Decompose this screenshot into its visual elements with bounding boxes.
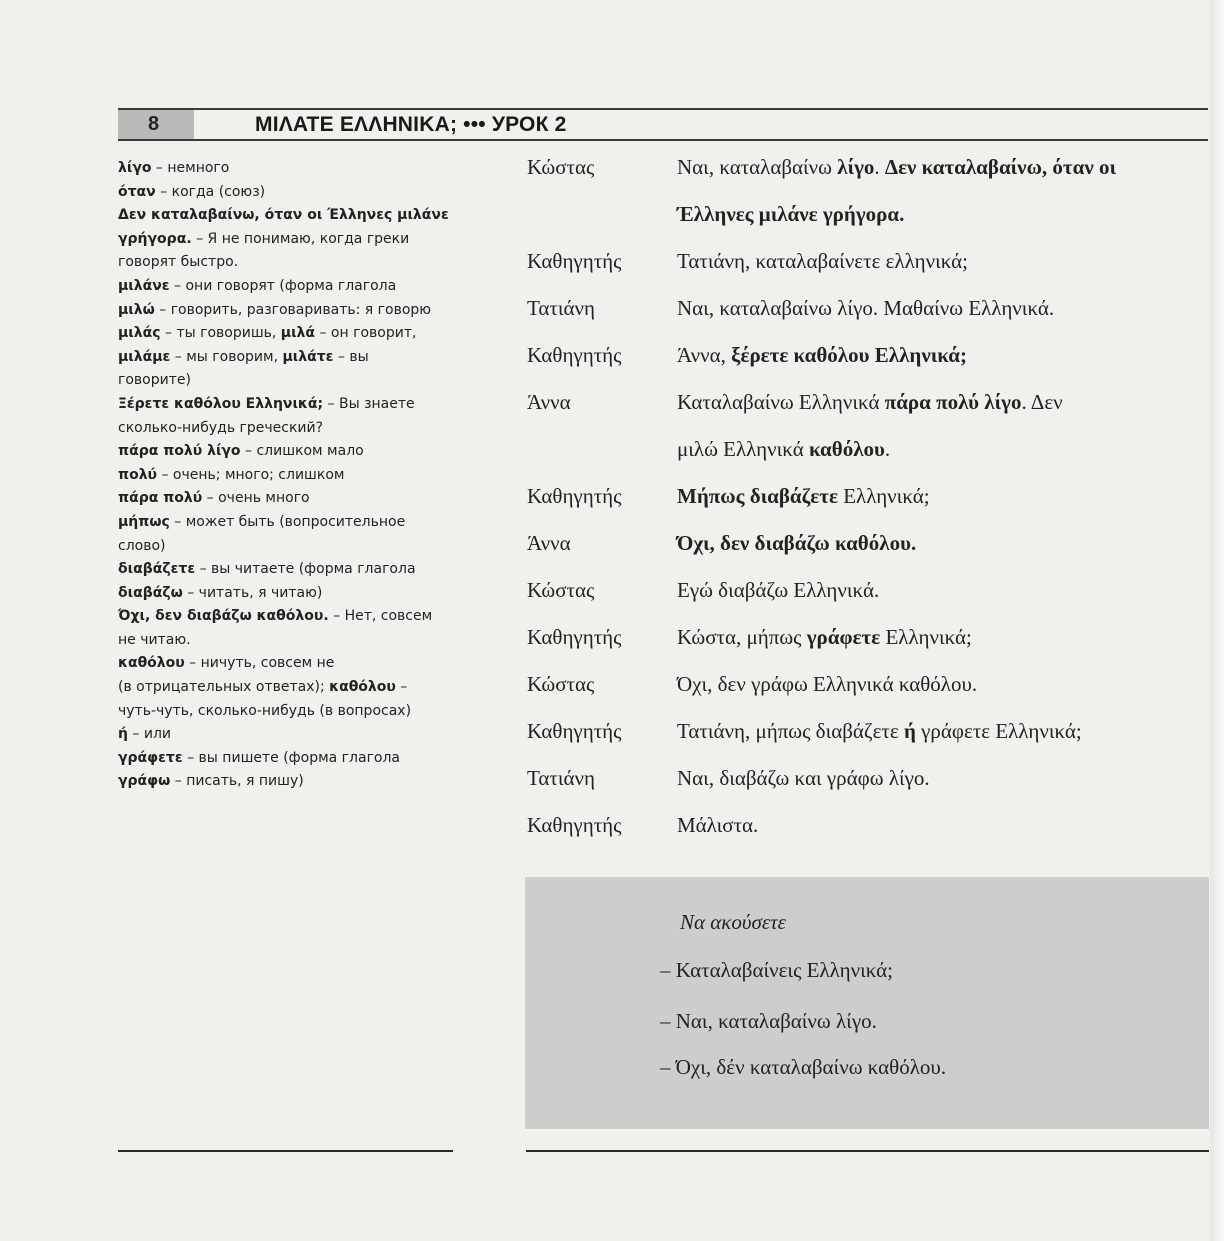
speaker-name: Τατιάνη bbox=[527, 766, 595, 790]
vocab-gloss: – очень много bbox=[202, 490, 310, 507]
vocab-gloss: не читаю. bbox=[118, 631, 191, 648]
vocab-term: μήπως bbox=[118, 513, 170, 530]
vocab-gloss: – вы bbox=[333, 348, 369, 365]
vocab-term: Όχι, δεν διαβάζω καθόλου. bbox=[118, 608, 329, 625]
dialogue-text: Ελληνικά; bbox=[837, 484, 930, 508]
dialogue-bold-text: Έλληνες μιλάνε γρήγορα. bbox=[677, 202, 905, 226]
vocab-gloss: – немного bbox=[151, 160, 230, 176]
vocab-line bbox=[118, 251, 458, 275]
vocab-line bbox=[118, 369, 458, 393]
vocab-term: όταν bbox=[118, 183, 156, 200]
speaker-name: Καθηγητής bbox=[527, 719, 622, 743]
vocab-line bbox=[118, 723, 458, 747]
dialogue-text: Τατιάνη, καταλαβαίνετε ελληνικά; bbox=[677, 249, 968, 273]
vocab-line bbox=[118, 487, 458, 511]
vocab-gloss: – очень; много; слишком bbox=[157, 466, 345, 483]
dialogue-line bbox=[677, 813, 1209, 838]
vocab-line bbox=[118, 440, 458, 464]
vocab-term: γράφω bbox=[118, 773, 171, 790]
dialogue-line bbox=[677, 672, 1209, 697]
vocab-gloss: – писать, я пишу) bbox=[170, 773, 304, 790]
dialogue-text: Καταλαβαίνω Ελληνικά bbox=[677, 390, 885, 414]
dialogue-line bbox=[677, 719, 1209, 744]
vocab-line bbox=[118, 747, 458, 771]
vocab-line bbox=[118, 204, 458, 228]
vocab-gloss: – мы говорим, bbox=[170, 348, 283, 365]
dialogue-bold-text: πάρα πολύ λίγο bbox=[884, 390, 1022, 414]
dialogue-text: . bbox=[874, 155, 885, 179]
dialogue-line bbox=[677, 766, 1209, 791]
speaker-name: Κώστας bbox=[527, 578, 595, 602]
vocab-term: πολύ bbox=[118, 466, 158, 483]
dialogue-line bbox=[677, 531, 1209, 556]
dialogue-text: Μάλιστα. bbox=[677, 813, 759, 837]
vocab-gloss: чуть-чуть, сколько-нибудь (в вопросах) bbox=[118, 702, 412, 719]
vocab-gloss: – может быть (вопросительное bbox=[169, 513, 406, 530]
vocab-gloss: – слишком мало bbox=[240, 443, 364, 460]
listen-title: Να ακούσετε bbox=[680, 910, 786, 934]
vocab-term: πάρα πολύ bbox=[118, 490, 203, 507]
dialogue-line bbox=[677, 343, 1209, 368]
vocab-gloss: – когда (союз) bbox=[155, 183, 266, 200]
dialogue-bold-text: Μήπως διαβάζετε bbox=[677, 484, 838, 508]
vocab-gloss: – читать, я читаю) bbox=[182, 584, 323, 601]
vocab-gloss: (в отрицательных ответах); bbox=[118, 679, 330, 696]
vocab-line bbox=[118, 275, 458, 299]
vocab-gloss: – они говорят (форма глагола bbox=[169, 277, 397, 294]
dialogue-text: μιλώ Ελληνικά bbox=[677, 437, 809, 461]
footer-rule-right bbox=[526, 1150, 1209, 1152]
vocab-gloss: – bbox=[395, 679, 408, 696]
vocab-gloss: – ты говоришь, bbox=[160, 325, 281, 342]
vocab-term: γρήγορα. bbox=[118, 230, 192, 247]
dialogue-bold-text: ξέρετε καθόλου Ελληνικά; bbox=[731, 343, 967, 367]
dialogue-bold-text: ή bbox=[903, 719, 916, 743]
dialogue-text: Ναι, καταλαβαίνω bbox=[677, 155, 838, 179]
vocab-term: καθόλου bbox=[329, 679, 396, 696]
dialogue-text: Τατιάνη, μήπως διαβάζετε bbox=[677, 719, 904, 743]
vocab-line bbox=[118, 511, 458, 535]
dialogue-text: Άννα, bbox=[677, 343, 732, 367]
speaker-name: Τατιάνη bbox=[527, 296, 595, 320]
vocab-line bbox=[118, 582, 458, 606]
speaker-name: Κώστας bbox=[527, 155, 595, 179]
speaker-name: Καθηγητής bbox=[527, 249, 622, 273]
speaker-name: Καθηγητής bbox=[527, 625, 622, 649]
speaker-name: Καθηγητής bbox=[527, 343, 622, 367]
vocab-gloss: – вы пишете (форма глагола bbox=[182, 749, 401, 766]
vocab-term: μιλά bbox=[280, 325, 316, 342]
vocab-line bbox=[118, 157, 458, 181]
vocab-gloss: – говорить, разговаривать: я говорю bbox=[154, 301, 432, 318]
page-edge-shadow bbox=[1210, 0, 1224, 1241]
speaker-name: Άννα bbox=[527, 390, 571, 414]
vocab-gloss: – он говорит, bbox=[315, 325, 417, 342]
dialogue-text: Ναι, διαβάζω και γράφω λίγο. bbox=[677, 766, 930, 790]
vocab-gloss: – Нет, совсем bbox=[328, 608, 433, 625]
vocab-line bbox=[118, 417, 458, 441]
dialogue-text: Ελληνικά; bbox=[880, 625, 972, 649]
dialogue-line bbox=[677, 390, 1209, 415]
vocab-term: γράφετε bbox=[118, 749, 183, 766]
vocab-gloss: говорите) bbox=[118, 372, 191, 389]
listen-line: – Όχι, δέν καταλαβαίνω καθόλου. bbox=[660, 1055, 947, 1079]
vocab-line bbox=[118, 322, 458, 346]
vocab-term: ή bbox=[118, 726, 128, 743]
vocab-gloss: сколько-нибудь греческий? bbox=[118, 419, 324, 436]
vocab-term: Δεν καταλαβαίνω, όταν οι Έλληνες μιλάνε bbox=[118, 207, 449, 224]
speaker-name: Κώστας bbox=[527, 672, 595, 696]
vocab-line bbox=[118, 228, 458, 252]
vocab-term: πάρα πολύ λίγο bbox=[118, 443, 241, 460]
dialogue-bold-text: Δεν καταλαβαίνω, όταν οι bbox=[884, 155, 1116, 179]
dialogue-text: Όχι, δεν γράφω Ελληνικά καθόλου. bbox=[677, 672, 978, 696]
vocab-term: διαβάζω bbox=[118, 584, 183, 601]
footer-rule-left bbox=[118, 1150, 453, 1152]
speaker-name: Καθηγητής bbox=[527, 813, 622, 837]
vocab-term: μιλάτε bbox=[282, 348, 334, 365]
vocab-line bbox=[118, 652, 458, 676]
vocab-term: Ξέρετε καθόλου Ελληνικά; bbox=[118, 395, 324, 412]
vocab-line bbox=[118, 181, 458, 205]
vocab-line bbox=[118, 676, 458, 700]
dialogue-text: Εγώ διαβάζω Ελληνικά. bbox=[677, 578, 880, 602]
vocab-line bbox=[118, 558, 458, 582]
vocab-line bbox=[118, 299, 458, 323]
speaker-name: Καθηγητής bbox=[527, 484, 622, 508]
dialogue-line bbox=[677, 484, 1209, 509]
vocab-gloss: слово) bbox=[118, 537, 166, 554]
dialogue-line bbox=[677, 296, 1209, 321]
vocab-gloss: – или bbox=[127, 726, 172, 743]
vocab-term: μιλώ bbox=[118, 301, 155, 318]
listen-line: – Ναι, καταλαβαίνω λίγο. bbox=[660, 1009, 877, 1033]
dialogue-text: Κώστα, μήπως bbox=[677, 625, 807, 649]
dialogue-text: Ναι, καταλαβαίνω λίγο. Μαθαίνω Ελληνικά. bbox=[677, 296, 1055, 320]
vocab-term: διαβάζετε bbox=[118, 561, 196, 578]
vocab-gloss: – Вы знаете bbox=[323, 395, 415, 412]
speaker-name: Άννα bbox=[527, 531, 571, 555]
dialogue-line bbox=[677, 155, 1209, 180]
vocab-gloss: – Я не понимаю, когда греки bbox=[191, 230, 410, 247]
dialogue-line bbox=[677, 202, 1209, 227]
vocab-term: καθόλου bbox=[118, 655, 185, 672]
vocab-gloss: – вы читаете (форма глагола bbox=[195, 561, 416, 578]
dialogue-bold-text: καθόλου bbox=[808, 437, 885, 461]
vocab-line bbox=[118, 393, 458, 417]
dialogue-bold-text: γράφετε bbox=[806, 625, 881, 649]
dialogue-line bbox=[677, 249, 1209, 274]
vocab-gloss: говорят быстро. bbox=[118, 254, 239, 271]
dialogue-text: . bbox=[884, 437, 891, 461]
dialogue-line bbox=[677, 437, 1209, 462]
vocab-term: λίγο bbox=[118, 160, 152, 176]
listen-box bbox=[525, 877, 1209, 1129]
dialogue-line bbox=[677, 625, 1209, 650]
vocab-line bbox=[118, 605, 458, 629]
vocab-gloss: – ничуть, совсем не bbox=[184, 655, 335, 672]
dialogue-line bbox=[677, 578, 1209, 603]
dialogue-bold-text: λίγο bbox=[837, 155, 875, 179]
vocab-term: μιλάς bbox=[118, 325, 161, 342]
vocab-line bbox=[118, 346, 458, 370]
vocab-term: μιλάνε bbox=[118, 277, 170, 294]
dialogue-bold-text: Όχι, δεν διαβάζω καθόλου. bbox=[677, 531, 917, 555]
listen-line: – Καταλαβαίνεις Ελληνικά; bbox=[660, 958, 893, 982]
vocab-line bbox=[118, 535, 458, 559]
running-title: ΜΙΛΑΤΕ ΕΛΛΗΝΙΚΑ; ••• УРОК 2 bbox=[255, 113, 567, 136]
vocabulary-column bbox=[118, 157, 458, 794]
page-number: 8 bbox=[148, 113, 160, 135]
vocab-line bbox=[118, 629, 458, 653]
vocab-line bbox=[118, 464, 458, 488]
vocab-line bbox=[118, 700, 458, 724]
dialogue-text: γράφετε Ελληνικά; bbox=[915, 719, 1082, 743]
vocab-line bbox=[118, 770, 458, 794]
header-rule-bottom bbox=[118, 139, 1208, 141]
dialogue-text: . Δεν bbox=[1021, 390, 1063, 414]
vocab-term: μιλάμε bbox=[118, 348, 171, 365]
